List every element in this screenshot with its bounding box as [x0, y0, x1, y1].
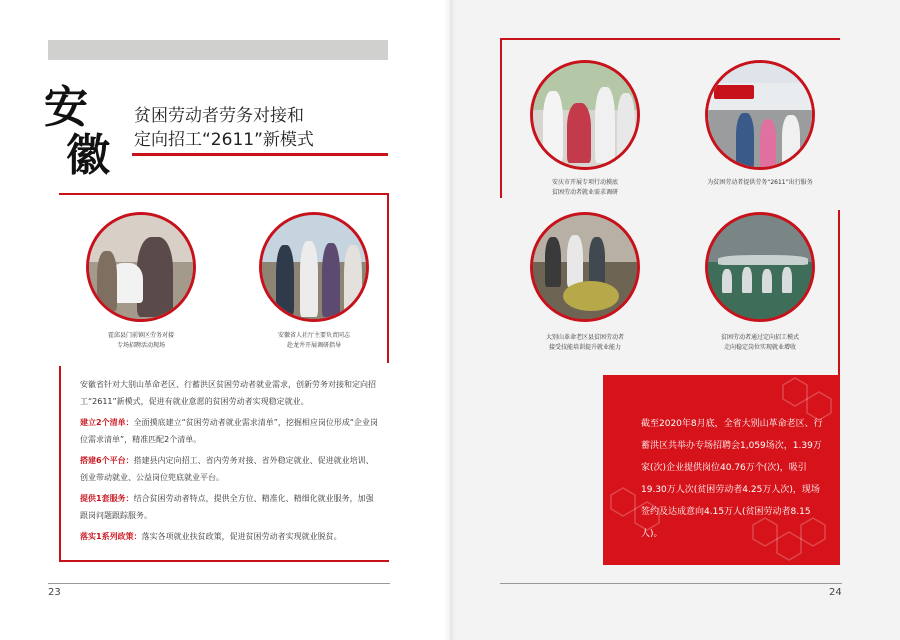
photo-caption — [76, 331, 206, 351]
photo-person — [276, 245, 294, 315]
photo-person — [617, 93, 635, 163]
photo-worker — [722, 269, 732, 293]
body-item — [80, 414, 380, 448]
photo-worker — [762, 269, 772, 293]
body-item — [80, 528, 380, 545]
item-text: 结合贫困劳动者特点，提供全方位、精准化、精细化就业服务，加强跟岗问题跟踪服务。 — [80, 494, 374, 520]
photo-caption — [695, 178, 825, 188]
photo-workline — [718, 255, 808, 265]
photo-worker — [782, 267, 792, 293]
caption-line: 走向稳定岗位实现就业增收 — [723, 344, 796, 351]
photo-bus-departure — [705, 60, 815, 170]
body-item — [80, 452, 380, 486]
photo-cooking-training — [530, 212, 640, 322]
caption-line: 专场招聘活动现场 — [116, 342, 165, 349]
photo-person — [543, 91, 563, 161]
page-gutter — [444, 0, 456, 640]
photo-person — [545, 237, 561, 287]
caption-line: 安徽省人社厅主要负责同志 — [277, 332, 350, 339]
footer-rule — [500, 583, 842, 584]
caption-line: 大别山革命老区县贫困劳动者 — [545, 334, 624, 341]
frame-line — [59, 560, 389, 562]
item-text: 落实各项就业扶贫政策，促进贫困劳动者实现就业脱贫。 — [141, 532, 342, 541]
item-label: 建立2个清单： — [80, 418, 134, 427]
province-heading — [44, 82, 110, 181]
photo-caption — [249, 331, 379, 351]
item-label: 搭建6个平台： — [80, 456, 134, 465]
caption-line: 贫困劳动者通过定向招工模式 — [720, 334, 799, 341]
title-line-1: 贫困劳动者劳务对接和 — [134, 106, 304, 126]
page-number: 24 — [829, 587, 842, 598]
body-item — [80, 490, 380, 524]
title-underline — [132, 153, 388, 156]
photo-person — [736, 113, 754, 168]
item-text: 搭建县内定向招工、省内劳务对接、省外稳定就业、促进就业培训、创业带动就业、公益岗位兜底就业平台。 — [80, 456, 374, 482]
intro-paragraph: 安徽省针对大别山革命老区、行蓄洪区贫困劳动者就业需求，创新劳务对接和定向招工“2611”新模式，促进有就业意愿的贫困劳动者实现稳定就业。 — [80, 380, 376, 406]
caption-line: 为贫困劳动者提供劳务“2611”出行服务 — [707, 179, 813, 186]
frame-line — [387, 193, 389, 363]
footer-rule — [48, 583, 390, 584]
caption-line: 霍邱县门前镇区劳务对接 — [107, 332, 174, 339]
caption-line: 赴龙井开展调研指导 — [286, 342, 341, 349]
page-number: 23 — [48, 587, 61, 598]
photo-meeting — [530, 60, 640, 170]
photo-person — [760, 119, 776, 167]
photo-worker — [742, 267, 752, 293]
photo-person — [344, 245, 362, 315]
photo-person — [300, 241, 318, 317]
photo-caption — [695, 333, 825, 353]
article-title — [134, 104, 394, 152]
stats-box — [603, 375, 840, 565]
photo-officials-visit — [259, 212, 369, 322]
frame-line — [500, 38, 502, 198]
photo-factory-floor — [705, 212, 815, 322]
stats-text: 截至2020年8月底，全省大别山革命老区、行蓄洪区共举办专场招聘会1,059场次，1.39万家(次)企业提供岗位40.76万个(次)，吸引19.30万人次(贫困劳动者4.25万人次)，现场签约及达成意向4.15万人(贫困劳动者8.15人)。 — [641, 419, 823, 539]
caption-line: 安庆市开展专项行动摸底 — [551, 179, 618, 186]
photo-person — [567, 103, 591, 163]
photo-wok — [563, 281, 619, 311]
photo-caption — [520, 178, 650, 198]
frame-line — [838, 210, 840, 375]
photo-caption — [520, 333, 650, 353]
photo-person — [589, 237, 605, 287]
item-label: 落实1系列政策： — [80, 532, 142, 541]
photo-person — [97, 251, 117, 311]
province-char-1: 安 — [44, 82, 88, 133]
header-grey-bar — [48, 40, 388, 60]
frame-line — [59, 366, 61, 562]
title-line-2: 定向招工“2611”新模式 — [134, 130, 314, 150]
caption-line: 接受技能培训提升就业能力 — [548, 344, 621, 351]
article-body — [80, 376, 380, 545]
photo-person — [595, 87, 615, 163]
item-label: 提供1套服务： — [80, 494, 134, 503]
frame-line — [500, 38, 840, 40]
province-char-2: 徽 — [66, 130, 110, 181]
photo-person — [782, 115, 800, 167]
caption-line: 贫困劳动者就业需求调研 — [551, 189, 618, 196]
photo-job-fair — [86, 212, 196, 322]
photo-person — [567, 235, 583, 287]
item-text: 全面摸底建立“贫困劳动者就业需求清单”，挖掘相应岗位形成“企业岗位需求清单”，精准匹配2个清单。 — [80, 418, 379, 444]
frame-line — [59, 193, 389, 195]
photo-person — [322, 243, 340, 317]
photo-banner — [714, 85, 754, 99]
